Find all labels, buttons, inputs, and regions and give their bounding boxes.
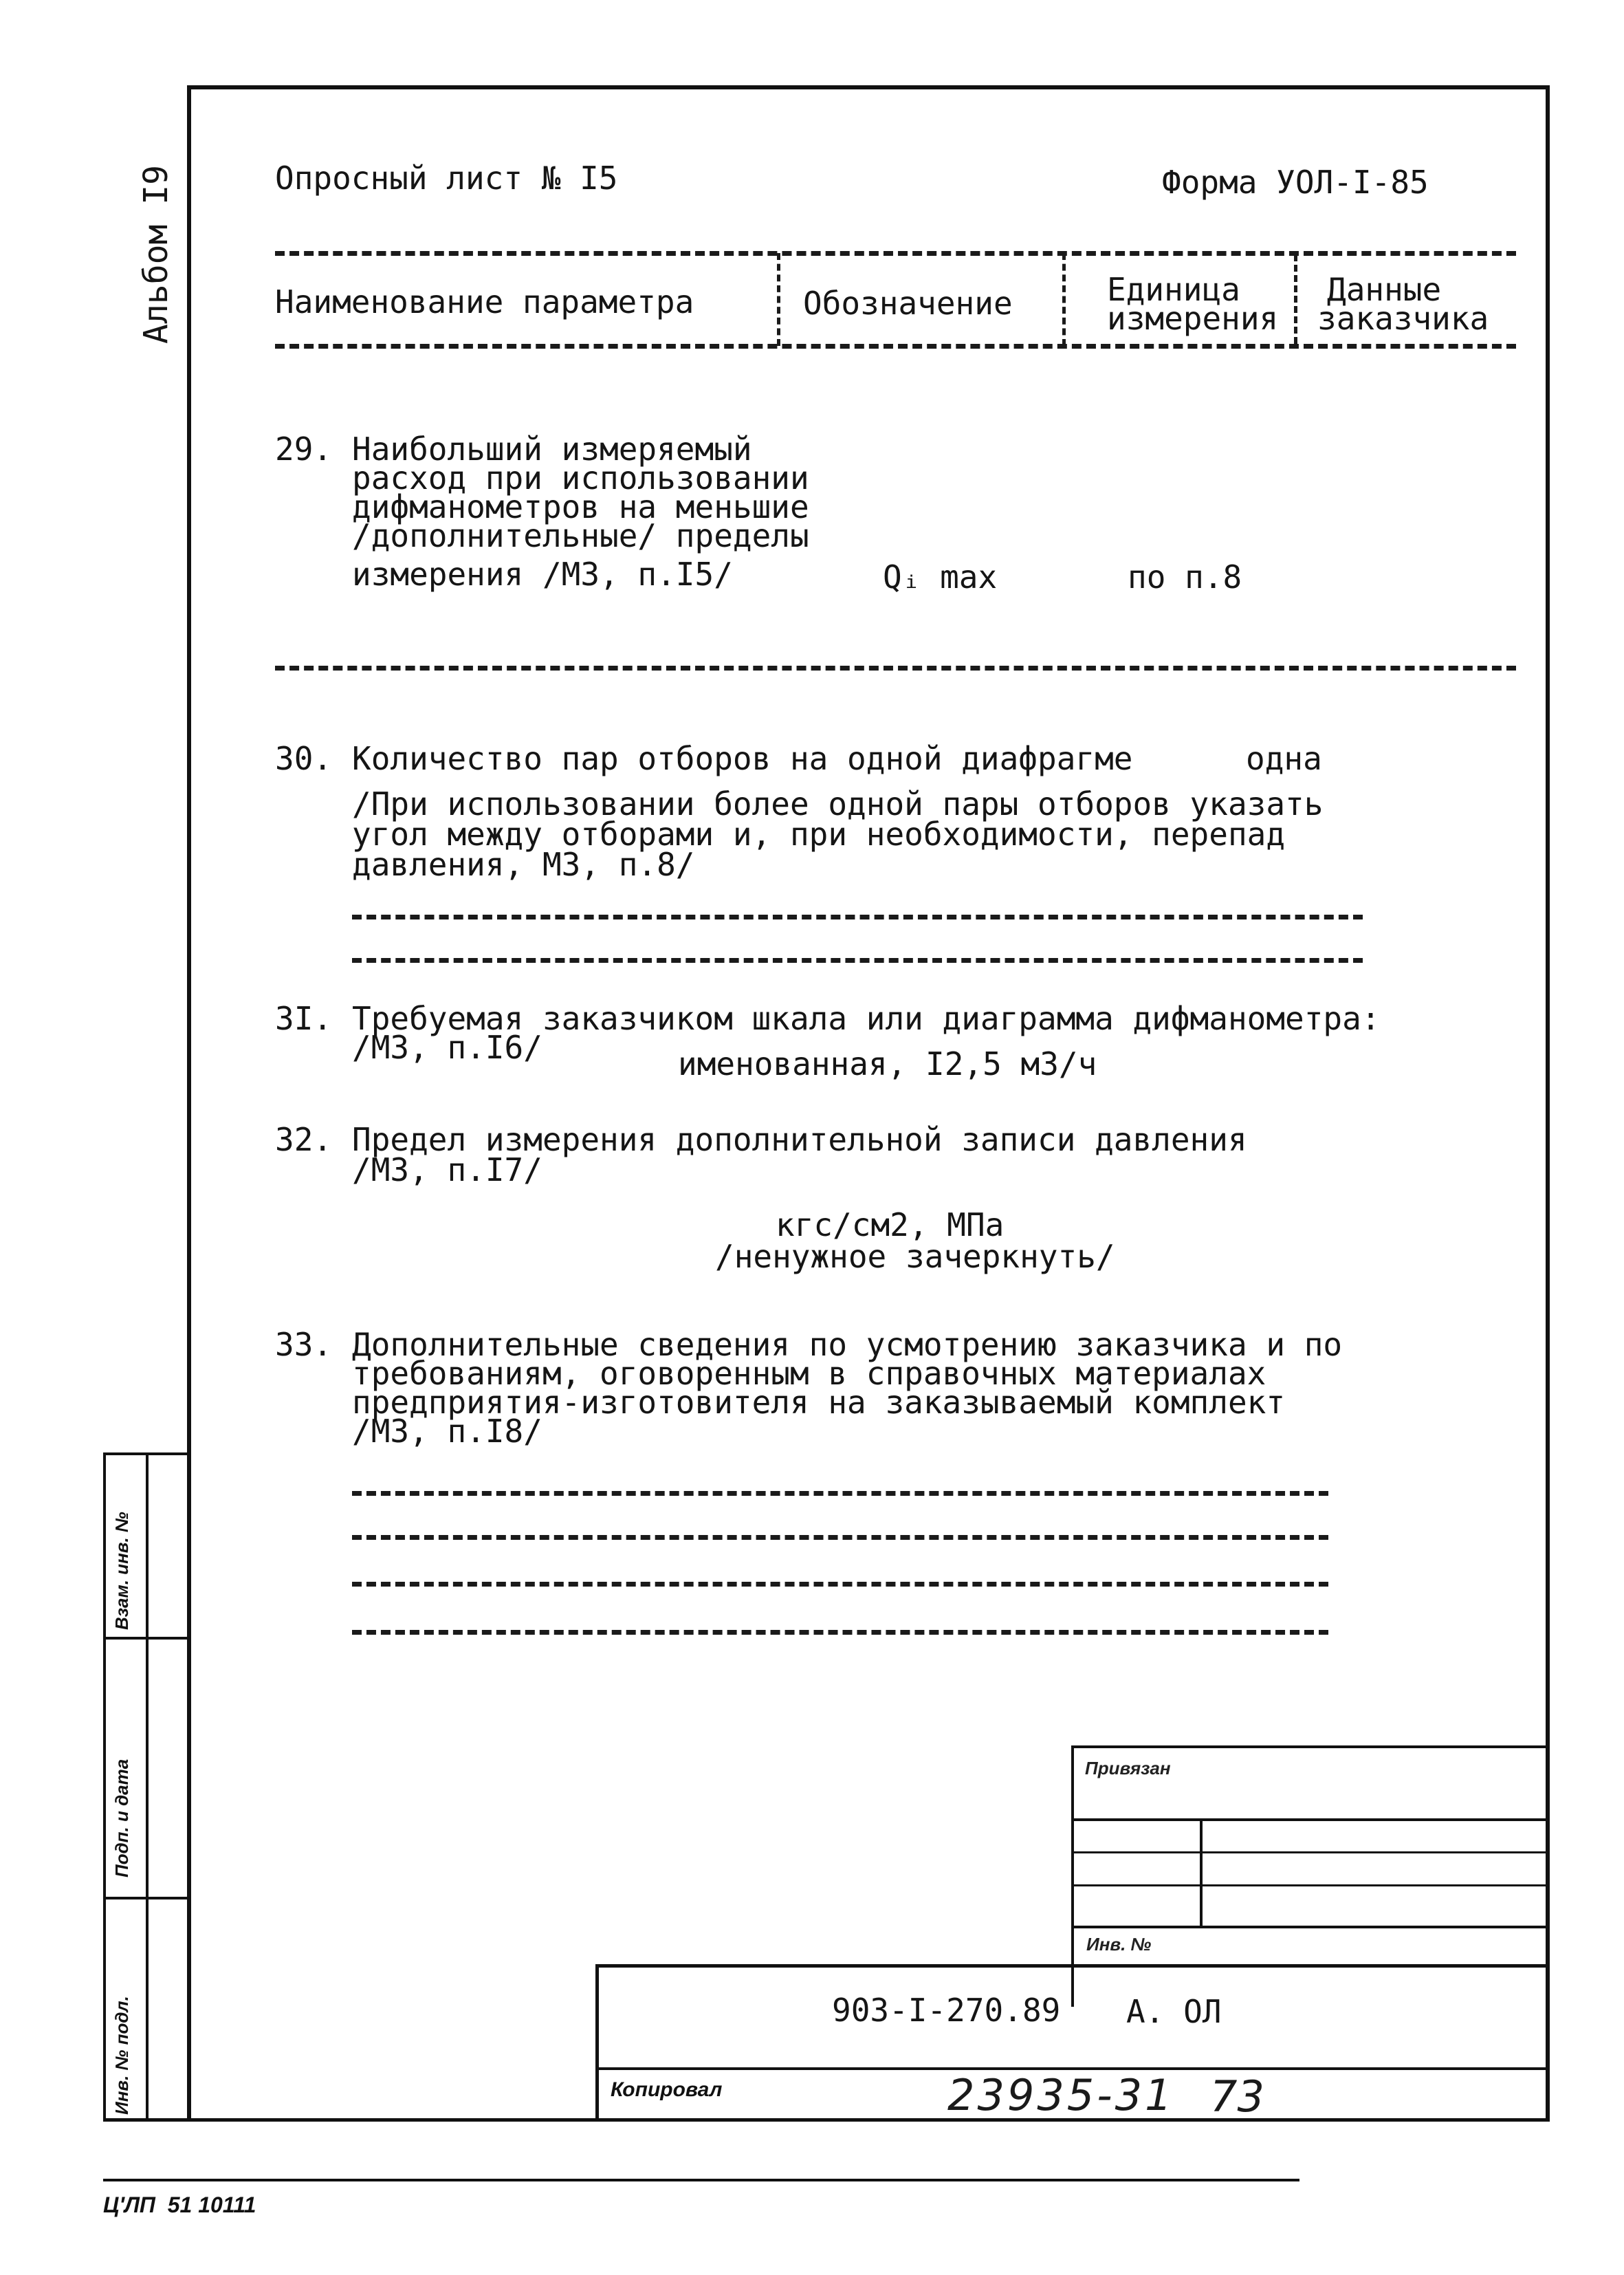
footer-number: 23935-31	[947, 2070, 1175, 2120]
stamp-doc-code: 903-I-270.89	[832, 1992, 1061, 2029]
frame-left-border	[187, 85, 191, 2121]
stamp-sheet-code: А. ОЛ	[1126, 1993, 1222, 2030]
form-code: Форма УОЛ-I-85	[1162, 164, 1429, 201]
item-30-line-2: угол между отборами и, при необходимости, перепад	[352, 816, 1286, 853]
item-33-blank-line-4	[352, 1630, 1328, 1635]
footer-rule	[103, 2179, 1299, 2181]
item-31-ref: /МЗ, п.I6/	[352, 1029, 542, 1066]
item-30-number: 30.	[275, 740, 333, 777]
table-header-bottom-rule	[275, 344, 1516, 349]
page-title: Опросный лист № I5	[275, 160, 618, 197]
item-31-number: 3I.	[275, 1000, 333, 1037]
item-30-title: Количество пар отборов на одной диафрагме	[352, 740, 1133, 777]
col-header-unit-2: измерения	[1107, 300, 1279, 337]
item-33-line-2: требованиям, оговоренным в справочных материалах	[352, 1355, 1266, 1392]
item-33-line-4: /МЗ, п.I8/	[352, 1413, 542, 1450]
album-label: Альбом I9	[137, 164, 175, 344]
item-32-title: Предел измерения дополнительной записи давления	[352, 1121, 1247, 1158]
col-divider-2	[1062, 253, 1066, 346]
side-stamp-podp: Подп. и дата	[111, 1759, 132, 1877]
item-32-note: /ненужное зачеркнуть/	[715, 1238, 1115, 1275]
item-30-line-3: давления, МЗ, п.8/	[352, 846, 695, 883]
item-29-line-2: расход при использовании	[352, 459, 809, 497]
table-header-top-rule	[275, 251, 1516, 256]
item-32-ref: /МЗ, п.I7/	[352, 1151, 542, 1188]
item-29-number: 29.	[275, 431, 333, 468]
item-29-designation: Qᵢ max	[883, 558, 998, 596]
item-30-value: одна	[1246, 740, 1322, 777]
item-31-value: именованная, I2,5 м3/ч	[678, 1045, 1097, 1082]
item-32-number: 32.	[275, 1121, 333, 1158]
stamp-privyazan: Привязан	[1085, 1758, 1171, 1778]
frame-bottom-border	[103, 2118, 1550, 2122]
separator-29-30	[275, 666, 1516, 671]
side-stamp-inv-podl: Инв. № подл.	[111, 1996, 132, 2115]
item-29-line-4: /дополнительные/ пределы	[352, 517, 809, 554]
footer-copied-label: Копировал	[611, 2078, 723, 2101]
item-33-blank-line-3	[352, 1582, 1328, 1587]
frame-right-border	[1546, 85, 1550, 2121]
item-29-value: по п.8	[1128, 558, 1242, 596]
stamp-inv-no: Инв. №	[1086, 1934, 1152, 1955]
item-32-units: кгс/см2, МПа	[776, 1206, 1005, 1243]
col-header-name: Наименование параметра	[275, 283, 694, 320]
footer-print-mark: Ц'ЛП 51 10111	[103, 2192, 256, 2217]
item-33-line-1: Дополнительные сведения по усмотрению заказчика и по	[352, 1326, 1343, 1363]
item-30-blank-line-1	[352, 915, 1363, 919]
col-divider-1	[777, 253, 780, 346]
item-33-blank-line-1	[352, 1491, 1328, 1496]
col-header-unit-1: Единица	[1107, 271, 1240, 308]
item-29-line-5: измерения /МЗ, п.I5/	[352, 556, 733, 593]
item-29-line-3: дифманометров на меньшие	[352, 488, 809, 525]
item-33-blank-line-2	[352, 1535, 1328, 1540]
footer-page: 73	[1210, 2071, 1264, 2122]
col-header-designation: Обозначение	[803, 285, 1013, 322]
col-divider-3	[1294, 254, 1297, 344]
item-30-line-1: /При использовании более одной пары отборов указать	[352, 785, 1324, 823]
item-30-blank-line-2	[352, 958, 1363, 963]
col-header-data-1: Данные	[1327, 271, 1442, 308]
frame-top-border	[187, 85, 1550, 89]
item-33-number: 33.	[275, 1326, 333, 1363]
item-33-line-3: предприятия-изготовителя на заказываемый комплект	[352, 1384, 1286, 1421]
col-header-data-2: заказчика	[1317, 300, 1489, 337]
item-31-title: Требуемая заказчиком шкала или диаграмма дифманометра:	[352, 1000, 1381, 1037]
item-29-line-1: Наибольший измеряемый	[352, 431, 752, 468]
side-stamp-vzam: Взам. инв. №	[111, 1512, 132, 1630]
